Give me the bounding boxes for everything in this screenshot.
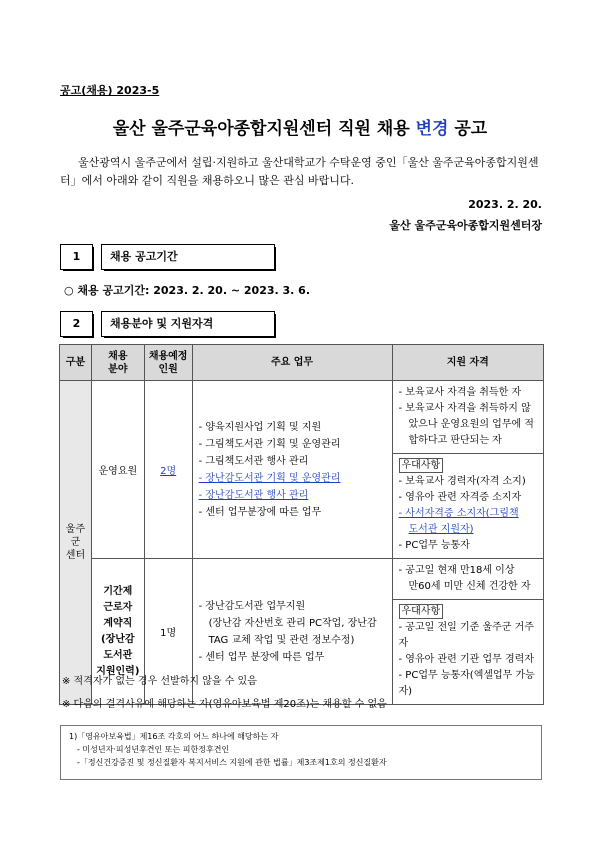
qualification-item: - 보육교사 자격을 취득한 자 — [398, 387, 522, 398]
recruitment-table — [59, 344, 544, 705]
qualification-item: 합하다고 판단되는 자 — [408, 435, 502, 446]
duty-item: - 센터 업무 분장에 따른 업무 — [198, 651, 325, 663]
qualification-item: - 공고일 현재 만18세 이상 — [398, 565, 515, 576]
duty-item: TAG 교체 작업 및 관련 정보수정) — [208, 634, 355, 646]
title-prefix: 울산 울주군육아종합지원센터 직원 채용 — [112, 119, 416, 139]
field-cell: 기간제 근로자 계약직 (장난감 도서관 지원인력) — [91, 559, 144, 705]
duties-cell — [192, 381, 392, 559]
note-item: ※ 다음의 결격사유에 해당하는 자(영유아보육법 제20조)는 채용할 수 없음 — [62, 699, 387, 710]
title-suffix: 공고 — [448, 119, 488, 139]
header-duties: 주요 업무 — [192, 345, 392, 381]
duty-item: - 센터 업무분장에 따른 업무 — [198, 506, 322, 518]
header-field: 채용 분야 — [91, 345, 144, 381]
preference-item: 도서관 지원자) — [408, 524, 474, 535]
preference-label: 우대사항 — [399, 604, 444, 619]
section-title: 채용분야 및 지원자격 — [101, 311, 275, 337]
duty-item: - 그림책도서관 기획 및 운영관리 — [198, 438, 341, 450]
basic-qualifications — [393, 559, 543, 599]
recruitment-period: ○ 채용 공고기간: 2023. 2. 20. ~ 2023. 3. 6. — [64, 284, 311, 297]
duty-item: - 장난감도서관 업무지원 — [198, 600, 306, 612]
page-title — [0, 114, 600, 139]
preference-item: - 보육교사 경력자(자격 소지) — [398, 476, 526, 487]
note-item: ※ 적격자가 없는 경우 선발하지 않을 수 있음 — [62, 676, 257, 687]
section-number: 1 — [60, 244, 93, 270]
header-division: 구분 — [60, 345, 92, 381]
header-qualification: 지원 자격 — [392, 345, 543, 381]
footnote-line: -「정신건강증진 및 정신질환자 복지서비스 지원에 관한 법률」제3조제1호의 정신질환자 — [77, 758, 387, 767]
notice-date: 2023. 2. 20. — [468, 198, 542, 211]
table-header-row — [60, 345, 544, 381]
field-cell: 운영요원 — [91, 381, 144, 559]
table-row — [60, 381, 544, 559]
preference-item: - 공고일 전일 기준 울주군 거주자 — [398, 622, 534, 649]
header-count: 채용예정 인원 — [144, 345, 192, 381]
preference-item: - 사서자격증 소지자(그림책 — [398, 508, 519, 519]
preference-item: - PC업무 능통자(엑셀업무 가능자) — [398, 670, 535, 697]
footnote-line: - 미성년자·피성년후견인 또는 피한정후견인 — [77, 745, 230, 754]
section-title: 채용 공고기간 — [101, 244, 275, 270]
division-cell: 울주군 센터 — [60, 381, 92, 705]
duty-item: - 장난감도서관 기획 및 운영관리 — [198, 472, 341, 484]
preference-item: - 영유아 관련 기관 업무 경력자 — [398, 654, 534, 665]
preference-label: 우대사항 — [399, 458, 444, 473]
count-value: 2명 — [160, 466, 177, 477]
notice-number: 공고(채용) 2023-5 — [60, 84, 160, 97]
duty-item: - 장난감도서관 행사 관리 — [198, 489, 309, 501]
notice-issuer: 울산 울주군육아종합지원센터장 — [389, 219, 542, 232]
preferred-qualifications — [393, 599, 543, 704]
preferred-qualifications — [393, 453, 543, 558]
duty-item: (장난감 자산번호 관리 PC작업, 장난감 — [208, 617, 377, 629]
qualification-cell — [392, 381, 543, 559]
section-number: 2 — [60, 311, 93, 337]
duty-item: - 그림책도서관 행사 관리 — [198, 455, 309, 467]
footnote-box — [60, 725, 542, 780]
preference-item: - 영유아 관련 자격증 소지자 — [398, 492, 522, 503]
count-cell: 1명 — [144, 559, 192, 705]
title-highlight: 변경 — [415, 119, 449, 139]
basic-qualifications — [393, 381, 543, 453]
intro-paragraph: 울산광역시 울주군에서 설립·지원하고 울산대학교가 수탁운영 중인「울산 울주군육아종합지원센터」에서 아래와 같이 직원을 채용하오니 많은 관심 바랍니다. — [60, 156, 539, 187]
qualification-cell — [392, 559, 543, 705]
footnote-line: 1)「영유아보육법」제16조 각호의 어느 하나에 해당하는 자 — [69, 732, 279, 741]
qualification-item: 았으나 운영요원의 업무에 적 — [408, 419, 534, 430]
qualification-item: 만60세 미만 신체 건강한 자 — [408, 581, 531, 592]
count-cell — [144, 381, 192, 559]
qualification-item: - 보육교사 자격을 취득하지 않 — [398, 403, 531, 414]
duty-item: - 양육지원사업 기획 및 지원 — [198, 421, 322, 433]
preference-item: - PC업무 능통자 — [398, 540, 470, 551]
